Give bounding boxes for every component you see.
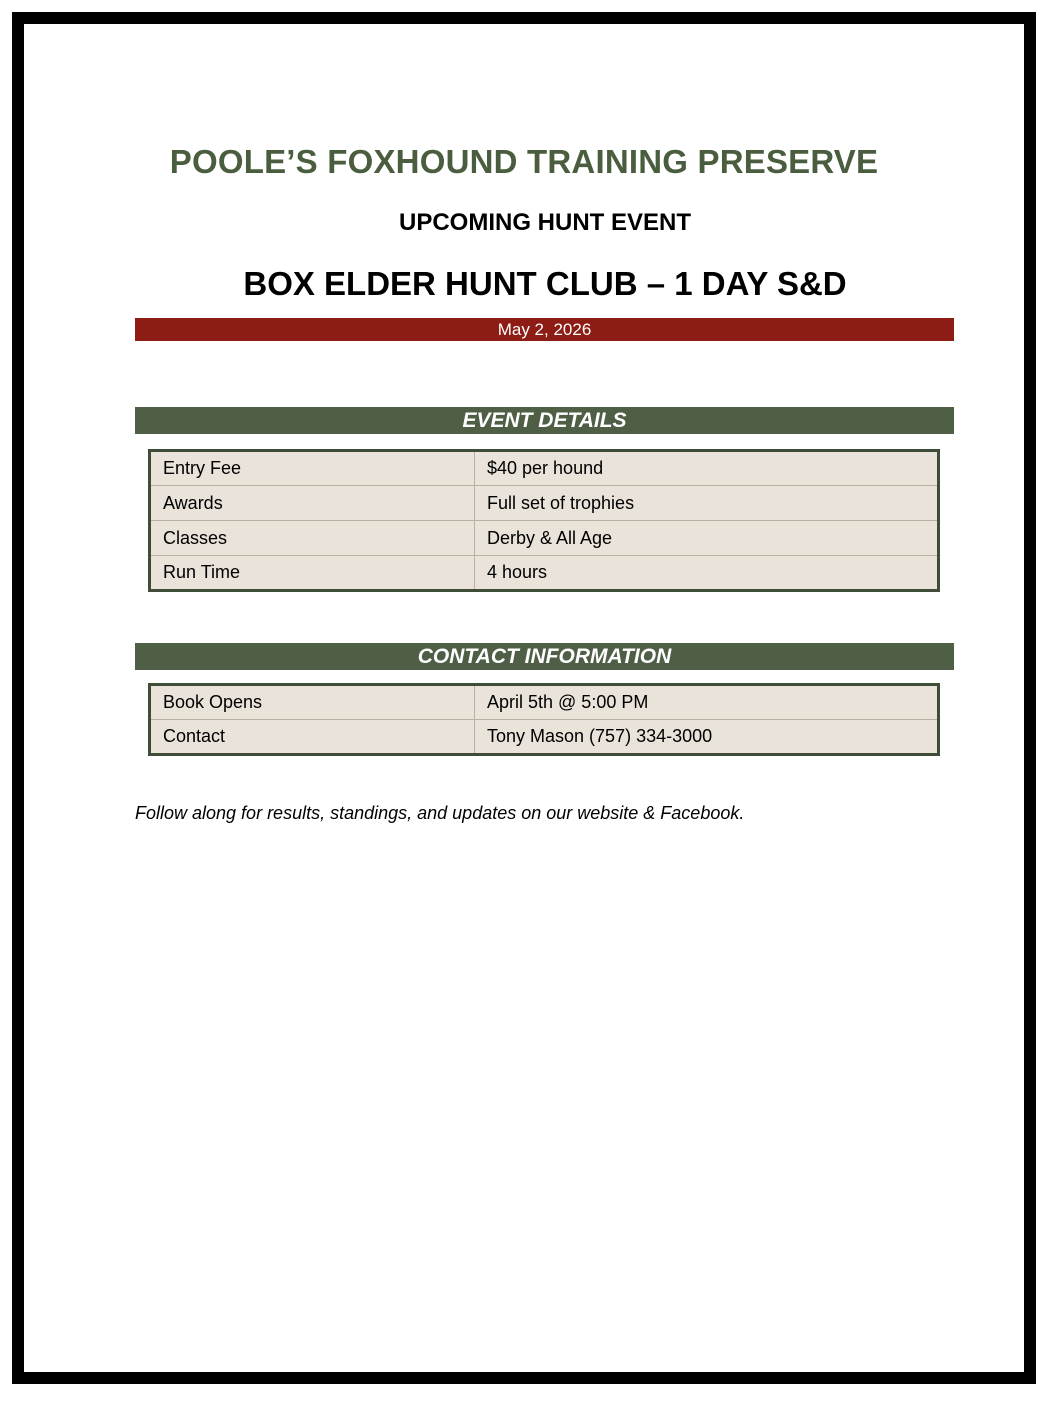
detail-label: Awards <box>150 486 475 521</box>
detail-value: Full set of trophies <box>475 486 939 521</box>
event-details-header: EVENT DETAILS <box>135 407 954 434</box>
event-name: BOX ELDER HUNT CLUB – 1 DAY S&D <box>243 265 847 302</box>
detail-label: Entry Fee <box>150 451 475 486</box>
table-row <box>150 685 939 720</box>
table-row <box>150 521 939 556</box>
detail-value: $40 per hound <box>487 458 604 478</box>
contact-value: Tony Mason (757) 334-3000 <box>475 720 939 755</box>
contact-value: April 5th @ 5:00 PM <box>487 692 649 712</box>
contact-information-header: CONTACT INFORMATION <box>135 643 954 670</box>
detail-value: 4 hours <box>475 556 939 591</box>
contact-information-table <box>148 683 940 756</box>
contact-label: Contact <box>150 720 475 755</box>
table-row <box>150 556 939 591</box>
table-row <box>150 486 939 521</box>
footer-note: Follow along for results, standings, and updates on our website & Facebook. <box>135 803 745 823</box>
event-label: UPCOMING HUNT EVENT <box>398 209 691 236</box>
document-title: POOLE’S FOXHOUND TRAINING PRESERVE <box>169 143 879 180</box>
table-row <box>150 451 939 486</box>
detail-label: Run Time <box>150 556 475 591</box>
contact-label: Book Opens <box>150 685 475 720</box>
detail-value: Derby & All Age <box>475 521 939 556</box>
event-details-table <box>148 449 940 592</box>
detail-label: Classes <box>150 521 475 556</box>
event-date-bar: May 2, 2026 <box>135 318 954 341</box>
table-row <box>150 720 939 755</box>
